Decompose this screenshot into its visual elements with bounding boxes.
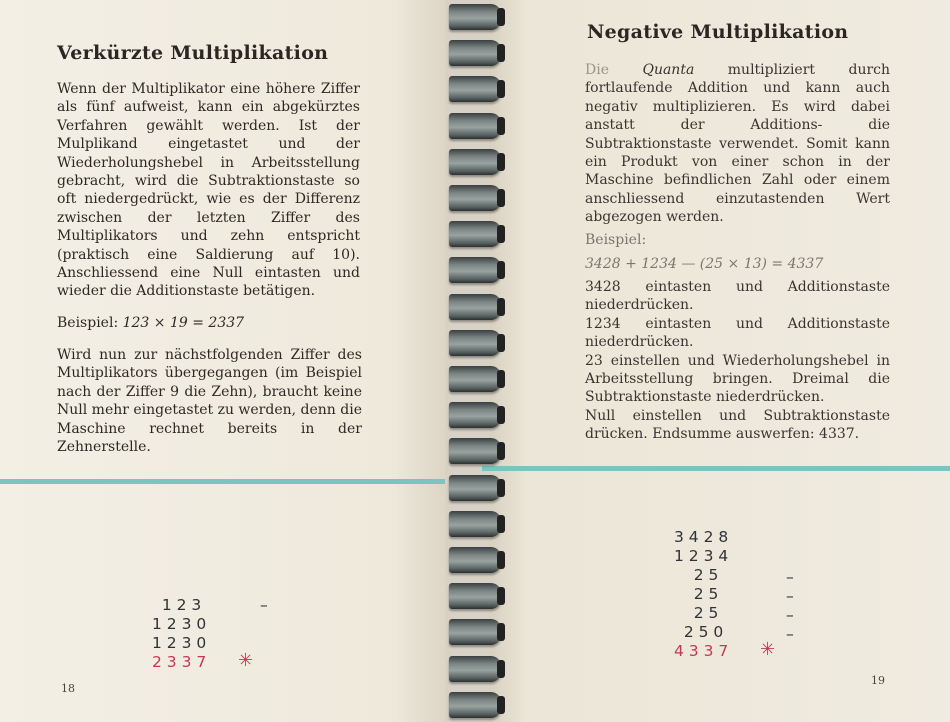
step-item: Null einstellen und Subtraktionstaste drücken. Endsumme auswerfen: 4337. <box>585 407 890 443</box>
right-steps <box>585 278 890 444</box>
calc-row: 3 4 2 8 <box>674 528 729 546</box>
binding-coil <box>449 257 501 283</box>
left-example <box>57 314 357 332</box>
binding-coil <box>449 402 501 428</box>
calc-row: 2 5 <box>674 585 719 603</box>
subtraction-mark: – <box>786 587 794 605</box>
left-paragraph-2: Wird nun zur nächstfolgenden Ziffer des Multiplikators übergegangen (im Beispiel nach der Ziffer 9 die Zehn), braucht keine Null mehr eingetastet zu werden, denn die Maschine rechnet bereits in der Zehnerstelle. <box>57 347 362 456</box>
total-star-icon: ✳ <box>238 650 254 671</box>
calc-row: 2 5 0 <box>674 623 724 641</box>
binding-coil <box>449 4 501 30</box>
left-paragraph-1: Wenn der Multiplikator eine höhere Ziffer als fünf aufweist, kann ein abgekürztes Verfahren gewählt werden. Ist der Mulplikand eingetastet und der Wiederholungshebel in Arbeitsstellung gebracht, wird die Subtraktionstaste so oft niedergedrückt, wie es der Differenz zwischen der letzten Ziffer des Multiplikators und zehn entspricht (praktisch eine Saldierung auf 10). Anschliessend eine Null eintasten und wieder die Additionstaste betätigen. <box>57 81 360 300</box>
page-number-left: 18 <box>61 682 75 695</box>
binding-coil <box>449 113 501 139</box>
right-example-label: Beispiel: <box>585 232 647 248</box>
binding-coil <box>449 185 501 211</box>
binding-coil <box>449 583 501 609</box>
total-star-icon: ✳ <box>760 639 776 660</box>
subtraction-mark: – <box>786 606 794 624</box>
right-accent-stripe <box>482 466 950 471</box>
binding-coil <box>449 438 501 464</box>
calc-row: 1 2 3 0 <box>152 634 207 652</box>
binding-coil <box>449 475 501 501</box>
right-paragraph-1 <box>585 61 890 227</box>
spiral-binding <box>443 0 505 722</box>
binding-coil <box>449 40 501 66</box>
subtraction-mark: – <box>786 568 794 586</box>
calc-row: 1 2 3 4 <box>674 547 729 565</box>
binding-coil <box>449 619 501 645</box>
calc-row: 1 2 3 <box>152 596 202 614</box>
step-item: 1234 eintasten und Additionstaste niederdrücken. <box>585 315 890 351</box>
binding-coil <box>449 76 501 102</box>
calc-row: 2 5 <box>674 566 719 584</box>
intro-word: Die <box>585 62 609 78</box>
right-paragraph-text: multipliziert durch fortlaufende Addition und kann auch negativ multiplizieren. Es wird dabei anstatt der Additions- die Subtraktionstaste verwendet. Somit kann ein Produkt von einer schon in der Maschine befindlichen Zahl oder einem anschliessend einzutastenden Wert abgezogen werden. <box>585 62 891 226</box>
calc-result: 2 3 3 7 <box>152 653 207 671</box>
binding-coil <box>449 692 501 718</box>
step-item: 3428 eintasten und Additionstaste niederdrücken. <box>585 279 890 314</box>
left-example-formula: 123 × 19 = 2337 <box>122 315 245 331</box>
binding-coil <box>449 294 501 320</box>
subtraction-mark: – <box>260 596 268 614</box>
binding-coil <box>449 366 501 392</box>
left-page-title: Verkürzte Multiplikation <box>57 42 329 64</box>
subtraction-mark: – <box>786 625 794 643</box>
calc-row: 1 2 3 0 <box>152 615 207 633</box>
right-example-formula: 3428 + 1234 — (25 × 13) = 4337 <box>585 256 824 272</box>
left-accent-stripe <box>0 479 445 484</box>
page-number-right: 19 <box>871 674 885 687</box>
step-item: 23 einstellen und Wiederholungshebel in Arbeitsstellung bringen. Dreimal die Subtraktionstaste niederdrücken. <box>585 352 890 406</box>
left-example-label: Beispiel: <box>57 315 119 331</box>
calc-result: 4 3 3 7 <box>674 642 729 660</box>
calc-row: 2 5 <box>674 604 719 622</box>
right-page-title: Negative Multiplikation <box>587 21 849 43</box>
binding-coil <box>449 221 501 247</box>
binding-coil <box>449 547 501 573</box>
binding-coil <box>449 656 501 682</box>
binding-coil <box>449 511 501 537</box>
binding-coil <box>449 330 501 356</box>
binding-coil <box>449 149 501 175</box>
brand-name: Quanta <box>642 62 695 78</box>
